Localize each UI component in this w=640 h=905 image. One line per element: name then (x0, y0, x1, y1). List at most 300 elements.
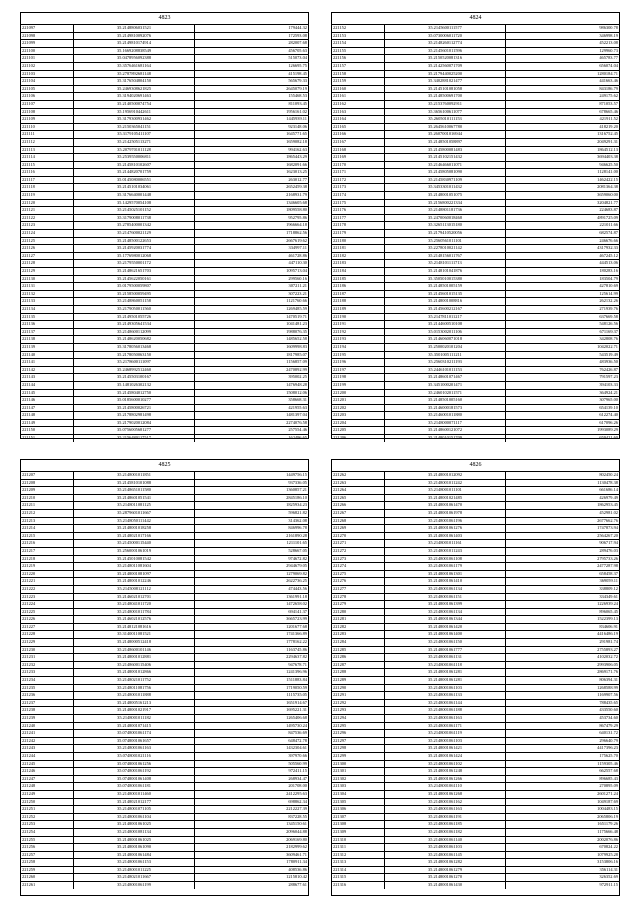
row-code-cell: 35.2150520081316 (385, 55, 506, 63)
row-value-cell: 946625.50 (506, 161, 620, 169)
table-row (332, 730, 619, 738)
row-id-cell: 221182 (332, 252, 385, 260)
row-code-cell: 35.2148001061103 (385, 684, 506, 692)
table-row (332, 154, 619, 162)
row-code-cell: 35.3656100611077 (385, 108, 506, 116)
row-id-cell: 221138 (21, 336, 74, 344)
table-row (21, 78, 308, 86)
table-row (332, 669, 619, 677)
row-value-cell: 415198.45 (195, 70, 309, 78)
row-id-cell: 221185 (332, 275, 385, 283)
row-id-cell: 221132 (21, 290, 74, 298)
row-code-cell: 35.2145101034061 (74, 184, 195, 192)
row-value-cell: 896065.45 (506, 608, 620, 616)
row-code-cell: 35.2148601051541 (74, 494, 195, 502)
row-code-cell: 35.2148620050682 (74, 336, 195, 344)
row-value-cell: 617096.26 (506, 419, 620, 427)
row-value-cell: 2069169.80 (195, 836, 309, 844)
row-id-cell: 221165 (332, 123, 385, 131)
row-id-cell: 221203 (332, 412, 385, 420)
row-code-cell: 35.2148001061484 (74, 851, 195, 859)
table-row (21, 328, 308, 336)
table-row (21, 214, 308, 222)
row-value-cell: 421911.52 (506, 116, 620, 124)
row-code-cell: 35.3176504804150 (74, 78, 195, 86)
row-value-cell: 4417396.23 (506, 745, 620, 753)
table-row (332, 775, 619, 783)
row-value-cell: 289476.03 (506, 547, 620, 555)
table-row (332, 578, 619, 586)
table-row (21, 540, 308, 548)
table-row (332, 207, 619, 215)
table-row (332, 93, 619, 101)
row-value-cell: 1042022.71 (506, 343, 620, 351)
row-value-cell: 1169907.56 (506, 692, 620, 700)
table-row (332, 654, 619, 662)
row-id-cell: 221252 (21, 813, 74, 821)
row-value-cell: 249175.62 (506, 93, 620, 101)
row-code-cell: 35.2149305641534 (74, 321, 195, 329)
row-code-cell: 35.2178050063150 (74, 351, 195, 359)
row-id-cell: 221258 (21, 859, 74, 867)
row-value-cell: 2944679.05 (195, 563, 309, 571)
row-code-cell: 35.2560310211193 (385, 359, 506, 367)
row-code-cell: 35.2787892681148 (74, 70, 195, 78)
table-row (332, 40, 619, 48)
table-row (21, 283, 308, 291)
row-id-cell: 221230 (21, 646, 74, 654)
table-row (332, 798, 619, 806)
row-value-cell: 1241396.96 (195, 669, 309, 677)
table-row (332, 176, 619, 184)
row-value-cell: 1682091.66 (195, 161, 309, 169)
row-value-cell: 3659060.00 (506, 192, 620, 200)
row-code-cell: 35.1956910442611 (74, 108, 195, 116)
row-value-cell: 2049291.31 (506, 138, 620, 146)
row-id-cell: 221269 (332, 525, 385, 533)
table-row (21, 290, 308, 298)
row-value-cell: 947678.71 (195, 661, 309, 669)
row-code-cell: 35.2148001061103 (385, 737, 506, 745)
row-code-cell: 35.2148651011580 (74, 487, 195, 495)
row-value-cell: 846996.78 (195, 525, 309, 533)
row-code-cell: 35.2148001061421 (385, 745, 506, 753)
row-id-cell: 221120 (21, 199, 74, 207)
row-value-cell: 452213.08 (506, 40, 620, 48)
row-value-cell: 1645771.65 (195, 131, 309, 139)
table-row (21, 25, 308, 32)
row-value-cell: 565679.33 (195, 78, 309, 86)
row-id-cell: 221303 (332, 783, 385, 791)
row-id-cell: 221193 (332, 336, 385, 344)
table-row (21, 547, 308, 555)
table-row (21, 123, 308, 131)
row-value-cell: 162496.65 (288, 435, 307, 441)
row-id-cell: 221202 (332, 404, 385, 412)
row-id-cell: 221199 (332, 381, 385, 389)
table-row (332, 608, 619, 616)
row-code-cell: 35.3176640001448 (74, 192, 195, 200)
row-value-cell: 1432304.61 (195, 745, 309, 753)
row-code-cell: 35.0748001061256 (74, 760, 195, 768)
row-id-cell: 221155 (332, 47, 385, 55)
row-value-cell: 2755893.27 (506, 646, 620, 654)
row-value-cell: 465783.77 (506, 55, 620, 63)
data-table (21, 25, 308, 442)
row-code-cell: 35.2148021012177 (74, 798, 195, 806)
row-value-cell: 418219.20 (506, 123, 620, 131)
row-code-cell: 35.2145800026721 (74, 404, 195, 412)
table-row (21, 585, 308, 593)
row-value-cell: 2081364.38 (506, 184, 620, 192)
row-code-cell: 35.3265113015180 (385, 222, 506, 230)
table-row (332, 245, 619, 253)
block-title: 4826 (332, 460, 619, 472)
row-id-cell: 221264 (332, 487, 385, 495)
row-id-cell: 221304 (332, 790, 385, 798)
row-value-cell: 1215810.42 (195, 874, 309, 882)
row-code-cell: 35.2470060018468 (385, 214, 506, 222)
row-code-cell: 35.2148001061276 (385, 525, 506, 533)
row-code-cell: 35.2148001061163 (385, 715, 506, 723)
row-code-cell: 35.1669208838549 (74, 47, 195, 55)
row-id-cell: 221131 (21, 283, 74, 291)
row-id-cell: 221194 (332, 343, 385, 351)
row-code-cell: 35.2179410520056 (385, 230, 506, 238)
row-code-cell: 35.2148001061162 (385, 798, 506, 806)
table-row (21, 237, 308, 245)
row-value-cell: 528667.05 (195, 547, 309, 555)
table-row (332, 252, 619, 260)
row-code-cell: 35.2148601071467 (385, 374, 506, 382)
row-code-cell: 35.2178600111097 (74, 359, 195, 367)
row-id-cell: 221316 (332, 882, 385, 889)
table-row (21, 343, 308, 351)
table-row (332, 479, 619, 487)
row-value-cell: 505560.99 (195, 760, 309, 768)
row-id-cell: 221231 (21, 654, 74, 662)
row-value-cell: 1361991.18 (195, 593, 309, 601)
table-row (21, 631, 308, 639)
row-value-cell: 2470892.99 (195, 366, 309, 374)
row-value-cell: 291981.74 (506, 639, 620, 647)
table-row (332, 684, 619, 692)
row-value-cell: 1462422.15 (506, 176, 620, 184)
table-row (21, 146, 308, 154)
row-id-cell: 221272 (332, 547, 385, 555)
row-code-cell: 35.2144820701759 (74, 169, 195, 177)
row-value-cell: 1476948.28 (195, 381, 309, 389)
table-row (332, 692, 619, 700)
row-code-cell: 35.2148001061134 (385, 585, 506, 593)
row-id-cell: 221246 (21, 768, 74, 776)
row-id-cell: 221227 (21, 623, 74, 631)
row-id-cell: 221309 (332, 828, 385, 836)
table-row (21, 359, 308, 367)
row-code-cell: 35.2148101041876 (385, 268, 506, 276)
row-value-cell: 843186.79 (506, 85, 620, 93)
row-value-cell: 1495730.24 (195, 722, 309, 730)
row-id-cell: 221222 (21, 585, 74, 593)
row-id-cell: 221287 (332, 661, 385, 669)
table-row (21, 608, 308, 616)
table-row (21, 154, 308, 162)
table-block-4825 (20, 459, 309, 896)
block-title: 4825 (21, 460, 308, 472)
row-value-cell: 1121760.66 (195, 298, 309, 306)
table-row (332, 760, 619, 768)
row-code-cell: 35.2148001061163 (385, 806, 506, 814)
row-code-cell: 35.2148860051158 (74, 298, 195, 306)
row-code-cell: 35.2156480117517 (74, 435, 195, 442)
row-id-cell: 221300 (332, 760, 385, 768)
row-value-cell: 342808.76 (506, 336, 620, 344)
row-code-cell: 35.2148001061196 (385, 517, 506, 525)
table-row (21, 169, 308, 177)
row-value-cell: 1156857.09 (195, 359, 309, 367)
row-value-cell: 1862953.45 (506, 502, 620, 510)
row-value-cell: 314362.08 (195, 517, 309, 525)
table-row (332, 351, 619, 359)
table-row (21, 70, 308, 78)
row-id-cell: 221297 (332, 737, 385, 745)
row-code-cell: 35.3505010015380 (385, 275, 506, 283)
row-value-cell: 369059.11 (506, 578, 620, 586)
row-id-cell: 221201 (332, 397, 385, 405)
row-code-cell: 35.3194020691463 (74, 93, 195, 101)
table-row (332, 601, 619, 609)
row-value-cell: 2161890.28 (195, 532, 309, 540)
row-code-cell: 35.2148001011851 (74, 472, 195, 479)
table-row (21, 427, 308, 435)
row-id-cell: 221149 (21, 419, 74, 427)
table-row (21, 851, 308, 859)
row-code-cell: 35.2148001061131 (385, 654, 506, 662)
row-value-cell: 2274076.58 (195, 419, 309, 427)
row-id-cell: 221184 (332, 268, 385, 276)
row-value-cell: 1115735.05 (195, 692, 309, 700)
row-code-cell: 35.2148001061400 (385, 631, 506, 639)
row-code-cell: 35.2145800081483 (385, 146, 506, 154)
row-value-cell: 791597.23 (506, 374, 620, 382)
row-value-cell: 1269485.59 (195, 305, 309, 313)
table-row (332, 821, 619, 829)
row-code-cell: 35.2148001061103 (385, 844, 506, 852)
table-row (332, 374, 619, 382)
table-row (21, 192, 308, 200)
table-row (332, 828, 619, 836)
row-value-cell: 543519.49 (506, 351, 620, 359)
row-value-cell: 1049187.69 (506, 798, 620, 806)
row-id-cell: 221156 (332, 55, 385, 63)
row-code-cell: 35.2148101111713 (385, 260, 506, 268)
row-code-cell: 35.2148600121072 (385, 427, 506, 435)
row-value-cell: 307965.00 (506, 397, 620, 405)
row-value-cell: 1279069.82 (195, 570, 309, 578)
row-value-cell: 4416486.19 (506, 631, 620, 639)
row-id-cell: 221286 (332, 654, 385, 662)
row-id-cell: 221233 (21, 669, 74, 677)
row-id-cell: 221133 (21, 298, 74, 306)
row-code-cell: 35.2148001061281 (385, 669, 506, 677)
row-id-cell: 221122 (21, 214, 74, 222)
row-code-cell: 35.2153760092911 (385, 100, 506, 108)
row-id-cell: 221229 (21, 639, 74, 647)
row-value-cell: 126695.75 (195, 62, 309, 70)
row-code-cell: 35.2148001021485 (385, 494, 506, 502)
row-id-cell: 221177 (332, 214, 385, 222)
table-row (21, 389, 308, 397)
row-value-cell: 268934.47 (195, 775, 309, 783)
row-value-cell: 1159305.46 (506, 760, 620, 768)
row-id-cell: 221283 (332, 631, 385, 639)
row-value-cell: 129960.73 (506, 47, 620, 55)
row-code-cell: 35.2146060071018 (385, 336, 506, 344)
row-code-cell: 35.2148001011784 (74, 608, 195, 616)
row-value-cell: 974672.82 (195, 555, 309, 563)
row-code-cell: 35.2148806031521 (74, 25, 195, 32)
row-id-cell: 221204 (332, 419, 385, 427)
table-row (21, 859, 308, 867)
row-value-cell: 183504.79 (506, 275, 620, 283)
table-row (332, 283, 619, 291)
table-block-4823 (20, 12, 309, 439)
row-value-cell: 952795.86 (195, 214, 309, 222)
table-row (332, 336, 619, 344)
table-row (332, 563, 619, 571)
row-value-cell: 4102032.72 (506, 654, 620, 662)
row-value-cell: 474443.56 (195, 585, 309, 593)
table-row (21, 669, 308, 677)
table-row (21, 161, 308, 169)
row-id-cell: 221307 (332, 813, 385, 821)
row-value-cell: 811093.45 (195, 100, 309, 108)
row-id-cell: 221108 (21, 108, 74, 116)
row-code-cell: 35.2148001061119 (385, 730, 506, 738)
table-row (332, 78, 619, 86)
row-value-cell: 346998.19 (506, 32, 620, 40)
row-code-cell: 35.2148001061281 (385, 677, 506, 685)
row-value-cell: 867479.29 (506, 722, 620, 730)
table-row (332, 616, 619, 624)
row-id-cell: 221101 (21, 55, 74, 63)
data-table (332, 472, 619, 889)
row-code-cell: 35.2149810174914 (74, 40, 195, 48)
row-code-cell: 35.2645610067780 (385, 123, 506, 131)
table-row (21, 100, 308, 108)
row-value-cell: 1651914.67 (195, 699, 309, 707)
row-id-cell: 221218 (21, 555, 74, 563)
row-id-cell: 221251 (21, 806, 74, 814)
table-row (21, 783, 308, 791)
row-value-cell: 2212227.39 (195, 806, 309, 814)
row-value-cell: 2601271.24 (506, 790, 620, 798)
row-id-cell: 221275 (332, 570, 385, 578)
table-row (332, 85, 619, 93)
row-code-cell: 35.2148001018258 (74, 525, 195, 533)
row-code-cell: 35.2148011081756 (74, 684, 195, 692)
row-code-cell: 35.2145601015135 (385, 290, 506, 298)
table-row (332, 275, 619, 283)
row-code-cell: 35.2148001061279 (385, 866, 506, 874)
row-value-cell: 2652459.38 (195, 184, 309, 192)
row-id-cell: 221125 (21, 237, 74, 245)
row-value-cell: 426979.49 (506, 494, 620, 502)
row-value-cell: 612274.40 (506, 412, 620, 420)
row-code-cell: 35.2607001016944 (385, 131, 506, 139)
table-row (21, 131, 308, 139)
row-id-cell: 221240 (21, 722, 74, 730)
row-id-cell: 221118 (21, 184, 74, 192)
row-code-cell: 35.2148005161213 (74, 699, 195, 707)
row-value-cell: 661686.14 (506, 487, 620, 495)
row-value-cell: 2294637.82 (195, 654, 309, 662)
row-code-cell: 35.2148001011101 (385, 487, 506, 495)
table-row (21, 494, 308, 502)
row-value-cell: 307211.21 (195, 283, 309, 291)
table-row (21, 184, 308, 192)
table-row (21, 419, 308, 427)
row-code-cell: 35.2148001021917 (74, 707, 195, 715)
row-id-cell: 221253 (21, 821, 74, 829)
table-row (332, 199, 619, 207)
table-row (332, 487, 619, 495)
row-id-cell: 221226 (21, 616, 74, 624)
row-code-cell: 35.2148001061266 (385, 775, 506, 783)
row-id-cell: 221116 (21, 169, 74, 177)
row-id-cell: 221145 (21, 389, 74, 397)
row-id-cell: 221232 (21, 661, 74, 669)
row-id-cell: 221107 (21, 100, 74, 108)
row-code-cell: 35.0748001061657 (74, 737, 195, 745)
row-id-cell: 221205 (332, 427, 385, 435)
table-row (332, 593, 619, 601)
block-title: 4823 (21, 13, 308, 25)
table-row (21, 366, 308, 374)
table-row (332, 836, 619, 844)
row-code-cell: 35.2148501058897 (385, 138, 506, 146)
row-id-cell: 221187 (332, 290, 385, 298)
row-value-cell: 1966664.18 (195, 222, 309, 230)
row-id-cell: 221141 (21, 359, 74, 367)
row-id-cell: 221291 (332, 692, 385, 700)
table-row (21, 532, 308, 540)
row-id-cell: 221267 (332, 509, 385, 517)
row-value-cell: 694141.37 (195, 608, 309, 616)
row-value-cell: 1163745.86 (195, 646, 309, 654)
row-value-cell: 2869171.76 (506, 669, 620, 677)
row-code-cell: 35.2148001061268 (385, 790, 506, 798)
table-row (21, 268, 308, 276)
row-code-cell: 35.2879601011667 (74, 509, 195, 517)
row-code-cell: 35.2148001061185 (385, 821, 506, 829)
row-code-cell: 35.2148001012866 (74, 669, 195, 677)
row-code-cell: 35.2148001061282 (385, 859, 506, 867)
row-code-cell: 35.2179050011560 (74, 305, 195, 313)
table-row (332, 722, 619, 730)
row-value-cell: 1445939.11 (195, 116, 309, 124)
row-value-cell: 175625.70 (506, 752, 620, 760)
row-value-cell: 155468.53 (195, 93, 309, 101)
row-code-cell: 35.2145600111577 (385, 25, 506, 32)
row-id-cell: 221234 (21, 677, 74, 685)
row-id-cell: 221113 (21, 146, 74, 154)
row-value-cell: 125614.99 (506, 290, 620, 298)
row-id-cell: 221236 (21, 692, 74, 700)
row-code-cell: 35.2145810101088 (74, 479, 195, 487)
row-code-cell: 35.2148001011888 (74, 692, 195, 700)
table-row (21, 722, 308, 730)
